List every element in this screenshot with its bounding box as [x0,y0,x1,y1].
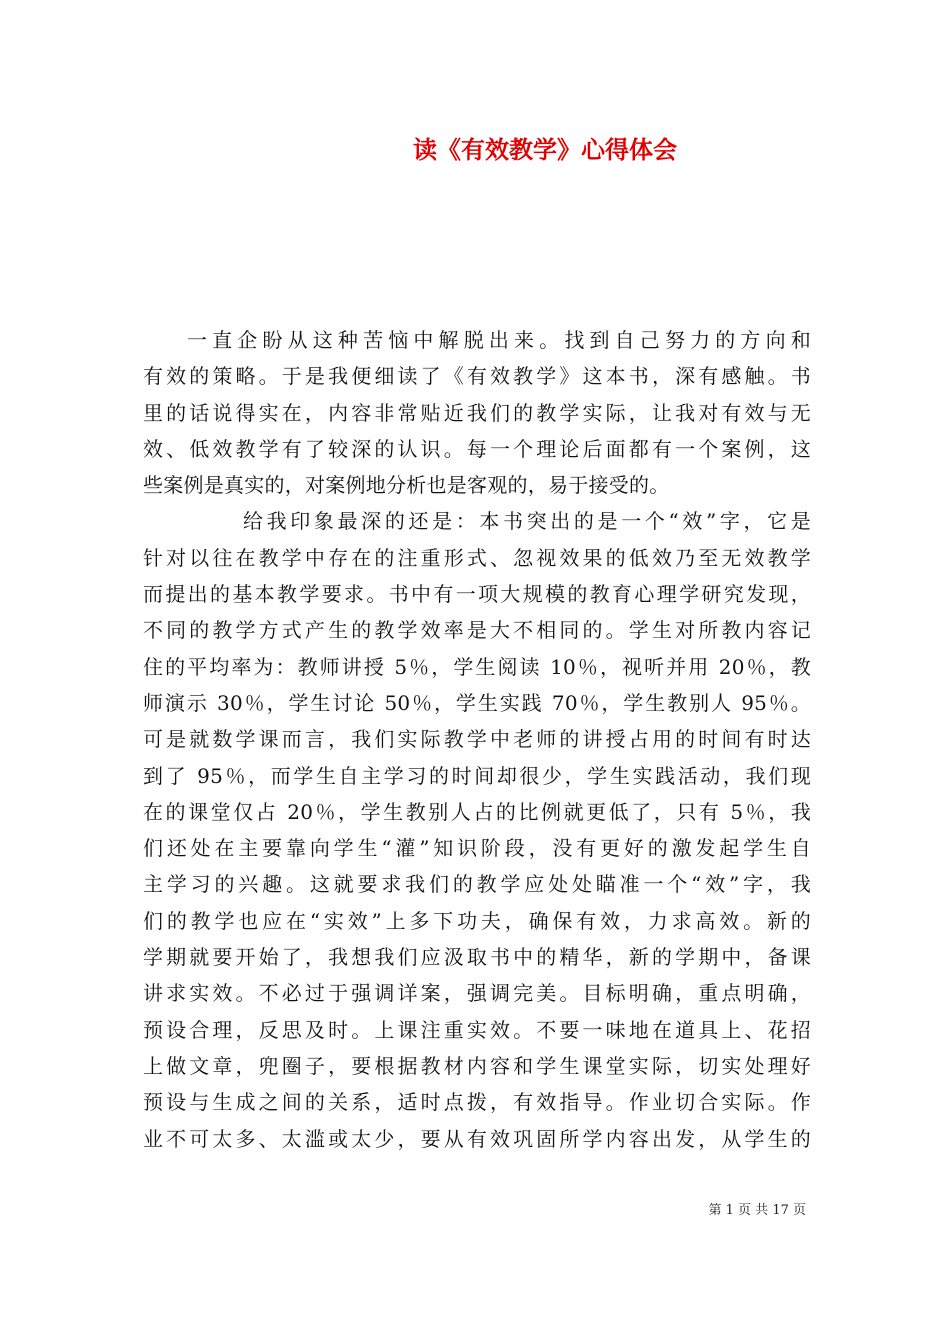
text-line: 上做文章，兜圈子，要根据教材内容和学生课堂实际，切实处理好 [143,1053,811,1078]
text-line: 主学习的兴趣。这就要求我们的教学应处处瞄准一个“效”字，我 [143,872,811,897]
text-line: 可是就数学课而言，我们实际教学中老师的讲授占用的时间有时达 [143,727,811,752]
text-line: 有效的策略。于是我便细读了《有效教学》这本书，深有感触。书 [143,364,811,389]
text-line: 们的教学也应在“实效”上多下功夫，确保有效，力求高效。新的 [143,908,811,933]
paragraph-2 [143,503,811,1156]
page-number: 第 1 页 共 17 页 [708,1203,806,1218]
text-line: 而提出的基本教学要求。书中有一项大规模的教育心理学研究发现， [143,582,811,607]
document-title: 读《有效教学》心得体会 [413,135,677,164]
text-line: 给我印象最深的还是：本书突出的是一个“效”字，它是 [243,509,811,534]
text-line: 效、低效教学有了较深的认识。每一个理论后面都有一个案例，这 [143,436,811,461]
text-line: 到了 95％，而学生自主学习的时间却很少，学生实践活动，我们现 [143,763,811,788]
text-line: 预设合理，反思及时。上课注重实效。不要一味地在道具上、花招 [143,1017,811,1042]
text-line: 不同的教学方式产生的教学效率是大不相同的。学生对所教内容记 [143,618,811,643]
text-line: 讲求实效。不必过于强调详案，强调完美。目标明确，重点明确， [143,981,811,1006]
document-body [143,322,811,1157]
text-line: 们还处在主要靠向学生“灌”知识阶段，没有更好的激发起学生自 [143,836,811,861]
paragraph-1 [143,322,811,503]
text-line: 针对以往在教学中存在的注重形式、忽视效果的低效乃至无效教学 [143,545,811,570]
text-line: 里的话说得实在，内容非常贴近我们的教学实际，让我对有效与无 [143,400,811,425]
text-line: 一直企盼从这种苦恼中解脱出来。找到自己努力的方向和 [187,328,811,352]
text-line: 学期就要开始了，我想我们应汲取书中的精华，新的学期中，备课 [143,945,811,970]
text-line: 预设与生成之间的关系，适时点拨，有效指导。作业切合实际。作 [143,1090,811,1115]
text-line: 业不可太多、太滥或太少，要从有效巩固所学内容出发，从学生的 [143,1126,811,1151]
text-line: 师演示 30％，学生讨论 50％，学生实践 70％，学生教别人 95％。 [143,690,811,715]
text-line: 在的课堂仅占 20％，学生教别人占的比例就更低了，只有 5％，我 [143,799,811,824]
text-line: 住的平均率为：教师讲授 5％，学生阅读 10％，视听并用 20％，教 [143,654,811,679]
text-line: 些案例是真实的，对案例地分析也是客观的，易于接受的。 [143,473,670,498]
